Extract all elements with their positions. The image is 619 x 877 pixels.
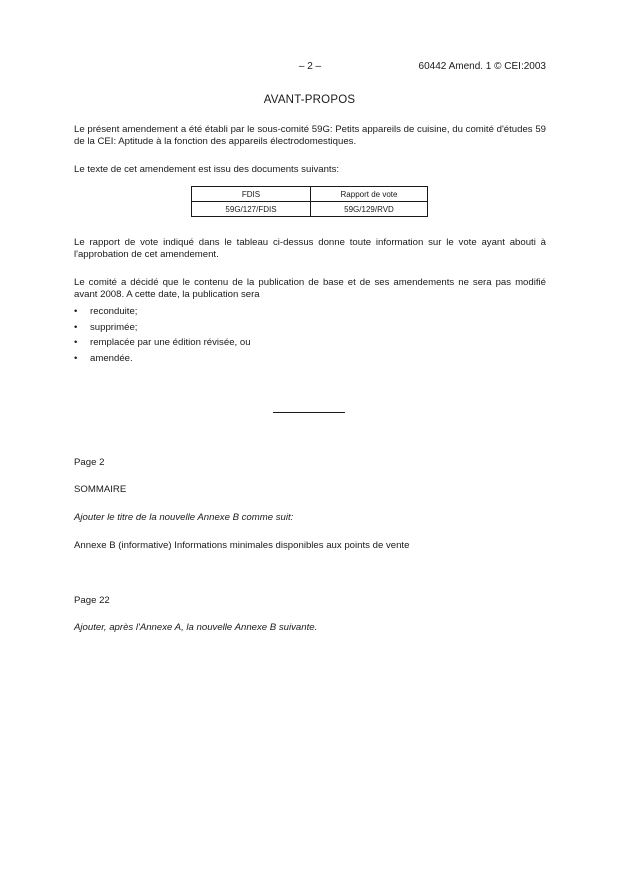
list-item: • remplacée par une édition révisée, ou [74, 337, 251, 353]
table-row [192, 202, 428, 217]
page-number: – 2 – [298, 61, 322, 72]
list-item: • amendée. [74, 353, 251, 369]
foreword-intro: Le présent amendement a été établi par le sous-comité 59G: Petits appareils de cuisine, du comité d'études 59 de la CEI: Aptitude à la fonction des appareils électrodomestiques. [74, 124, 546, 147]
table-header-vote: Rapport de vote [311, 187, 428, 202]
table-header-fdis: FDIS [192, 187, 311, 202]
documents-intro: Le texte de cet amendement est issu des documents suivants: [74, 164, 340, 175]
page-22-instruction: Ajouter, après l'Annexe A, la nouvelle Annexe B suivante. [74, 622, 318, 633]
committee-decision-paragraph: Le comité a décidé que le contenu de la publication de base et de ses amendements ne sera pas modifié avant 2008. A cette date, la publication sera [74, 277, 546, 300]
document-reference: 60442 Amend. 1 © CEI:2003 [418, 61, 546, 72]
section-divider [273, 412, 345, 413]
annex-b-title: Annexe B (informative) Informations minimales disponibles aux points de vente [74, 540, 410, 551]
vote-report-paragraph: Le rapport de vote indiqué dans le tableau ci-dessus donne toute information sur le vote ayant abouti à l'approbation de cet amendement. [74, 237, 546, 260]
page-2-label: Page 2 [74, 457, 105, 468]
list-item: • supprimée; [74, 322, 251, 338]
sommaire-instruction: Ajouter le titre de la nouvelle Annexe B comme suit: [74, 512, 294, 523]
page-22-label: Page 22 [74, 595, 110, 606]
sommaire-heading: SOMMAIRE [74, 484, 127, 495]
table-header-row [192, 187, 428, 202]
table-cell-fdis: 59G/127/FDIS [192, 202, 311, 217]
list-item: • reconduite; [74, 306, 251, 322]
foreword-title: AVANT-PROPOS [263, 94, 356, 106]
table-cell-vote: 59G/129/RVD [311, 202, 428, 217]
publication-options-list [74, 306, 251, 369]
documents-table [191, 186, 428, 217]
